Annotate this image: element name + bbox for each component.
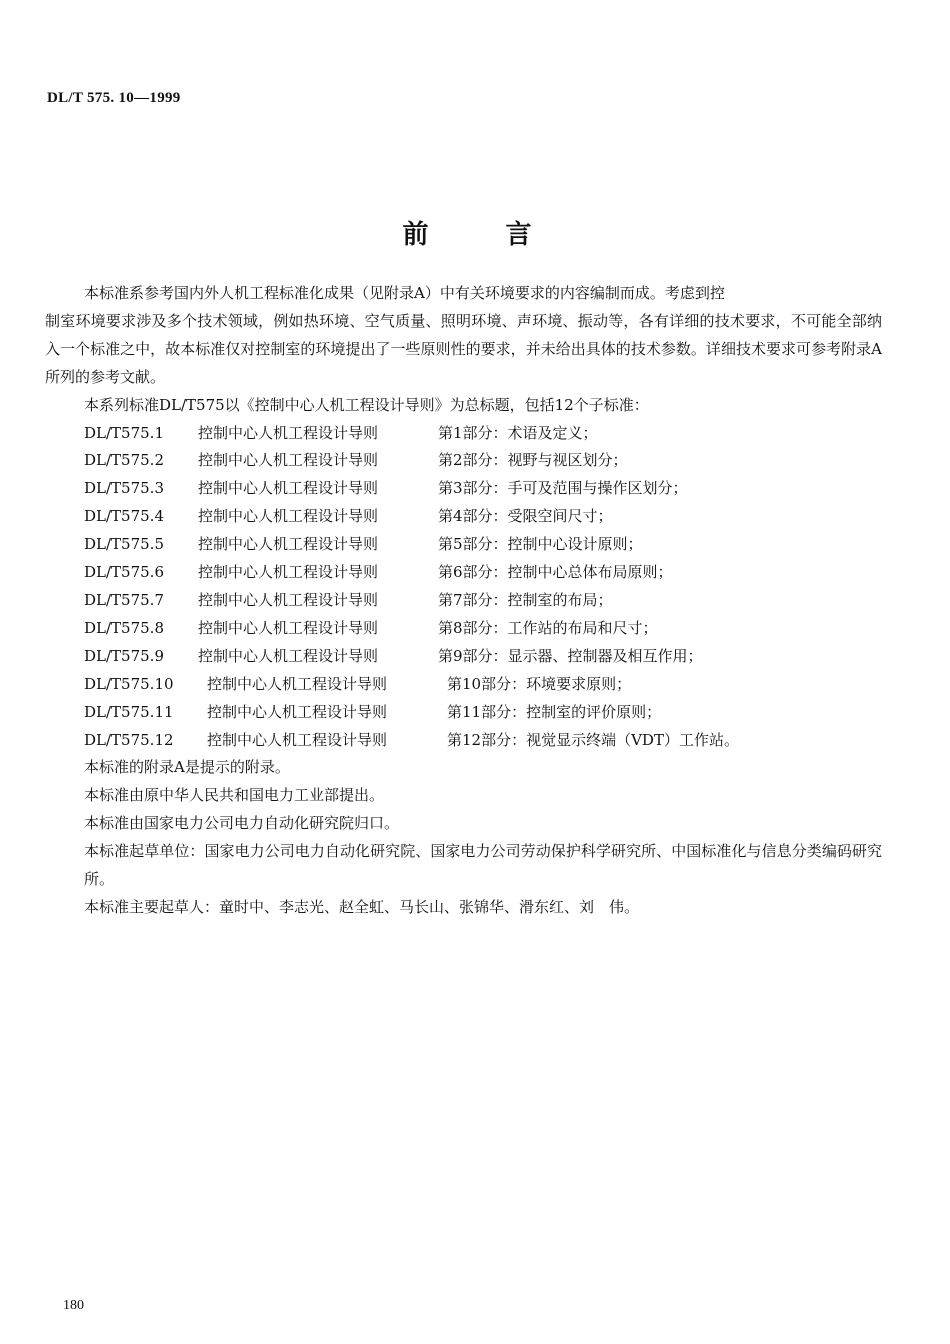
sub-standard-code: DL/T575.7 [84, 590, 164, 609]
sub-standard-code: DL/T575.9 [84, 646, 164, 665]
sub-standard-code: DL/T575.12 [84, 730, 174, 749]
sub-standard-code: DL/T575.6 [84, 563, 164, 582]
sub-standard-series: 控制中心人机工程设计导则 [198, 451, 379, 470]
sub-standard-code: DL/T575.8 [84, 618, 164, 637]
list-item [84, 447, 882, 475]
sub-standard-part: 第1部分：术语及定义； [438, 423, 598, 442]
list-item [84, 727, 882, 755]
list-item [84, 643, 882, 671]
list-item [84, 587, 882, 615]
drafting-units-text: 本标准起草单位：国家电力公司电力自动化研究院、国家电力公司劳动保护科学研究所、中国标准化与信息分类编码研究所。 [84, 842, 882, 889]
drafters-note: 本标准主要起草人：童时中、李志光、赵全虹、马长山、张锦华、滑东红、刘 伟。 [84, 897, 640, 916]
sub-standard-code: DL/T575.11 [84, 702, 174, 721]
list-item [84, 699, 882, 727]
list-item [84, 671, 882, 699]
responsible-note: 本标准由国家电力公司电力自动化研究院归口。 [84, 814, 400, 833]
sub-standard-series: 控制中心人机工程设计导则 [207, 702, 388, 721]
sub-standard-series: 控制中心人机工程设计导则 [198, 646, 379, 665]
sub-standard-part: 第7部分：控制室的布局； [438, 590, 613, 609]
page-title [0, 214, 935, 251]
intro-line-1: 本标准系参考国内外人机工程标准化成果（见附录A）中有关环境要求的内容编制而成。考虑到控 [84, 284, 725, 302]
sub-standard-part: 第9部分：显示器、控制器及相互作用； [438, 646, 703, 665]
list-item [84, 615, 882, 643]
sub-standard-series: 控制中心人机工程设计导则 [198, 507, 379, 526]
sub-standard-code: DL/T575.1 [84, 423, 164, 442]
sub-standard-code: DL/T575.5 [84, 535, 164, 554]
sub-standard-series: 控制中心人机工程设计导则 [198, 535, 379, 554]
sub-standard-series: 控制中心人机工程设计导则 [198, 479, 379, 498]
sub-standard-part: 第12部分：视觉显示终端（VDT）工作站。 [447, 730, 739, 749]
sub-standard-part: 第10部分：环境要求原则； [447, 674, 632, 693]
sub-standard-series: 控制中心人机工程设计导则 [198, 618, 379, 637]
intro-paragraph-continued: 制室环境要求涉及多个技术领域，例如热环境、空气质量、照明环境、声环境、振动等，各有详细的技术要求，不可能全部纳入一个标准之中，故本标准仅对控制室的环境提出了一些原则性的要求，并未给出具体的技术参数。详细技术要求可参考附录A所列的参考文献。 [45, 311, 882, 386]
proposer-note: 本标准由原中华人民共和国电力工业部提出。 [84, 786, 385, 805]
sub-standard-code: DL/T575.4 [84, 507, 164, 526]
sub-standard-code: DL/T575.2 [84, 451, 164, 470]
sub-standard-code: DL/T575.3 [84, 479, 164, 498]
standard-code: DL/T 575. 10—1999 [47, 90, 181, 106]
document-body [45, 280, 882, 922]
sub-standard-part: 第4部分：受限空间尺寸； [438, 507, 613, 526]
sub-standard-part: 第5部分：控制中心设计原则； [438, 535, 643, 554]
sub-standard-code: DL/T575.10 [84, 674, 174, 693]
list-item [84, 559, 882, 587]
sub-standard-series: 控制中心人机工程设计导则 [207, 730, 388, 749]
list-item [84, 420, 882, 448]
sub-standard-series: 控制中心人机工程设计导则 [198, 590, 379, 609]
drafting-units-note [84, 838, 882, 894]
sub-standard-list [84, 420, 882, 755]
sub-standard-part: 第8部分：工作站的布局和尺寸； [438, 618, 658, 637]
list-item [84, 475, 882, 503]
series-intro-paragraph: 本系列标准DL/T575以《控制中心人机工程设计导则》为总标题，包括12个子标准： [84, 395, 649, 414]
appendix-note: 本标准的附录A是提示的附录。 [84, 758, 290, 777]
list-item [84, 531, 882, 559]
sub-standard-part: 第11部分：控制室的评价原则； [447, 702, 662, 721]
list-item [84, 503, 882, 531]
sub-standard-part: 第3部分：手可及范围与操作区划分； [438, 479, 688, 498]
sub-standard-part: 第6部分：控制中心总体布局原则； [438, 563, 673, 582]
sub-standard-series: 控制中心人机工程设计导则 [207, 674, 388, 693]
sub-standard-series: 控制中心人机工程设计导则 [198, 563, 379, 582]
title-char-2: 言 [505, 220, 533, 250]
sub-standard-part: 第2部分：视野与视区划分； [438, 451, 628, 470]
page-number: 180 [63, 1298, 84, 1313]
title-char-1: 前 [402, 220, 430, 250]
intro-paragraph [84, 280, 882, 308]
sub-standard-series: 控制中心人机工程设计导则 [198, 423, 379, 442]
